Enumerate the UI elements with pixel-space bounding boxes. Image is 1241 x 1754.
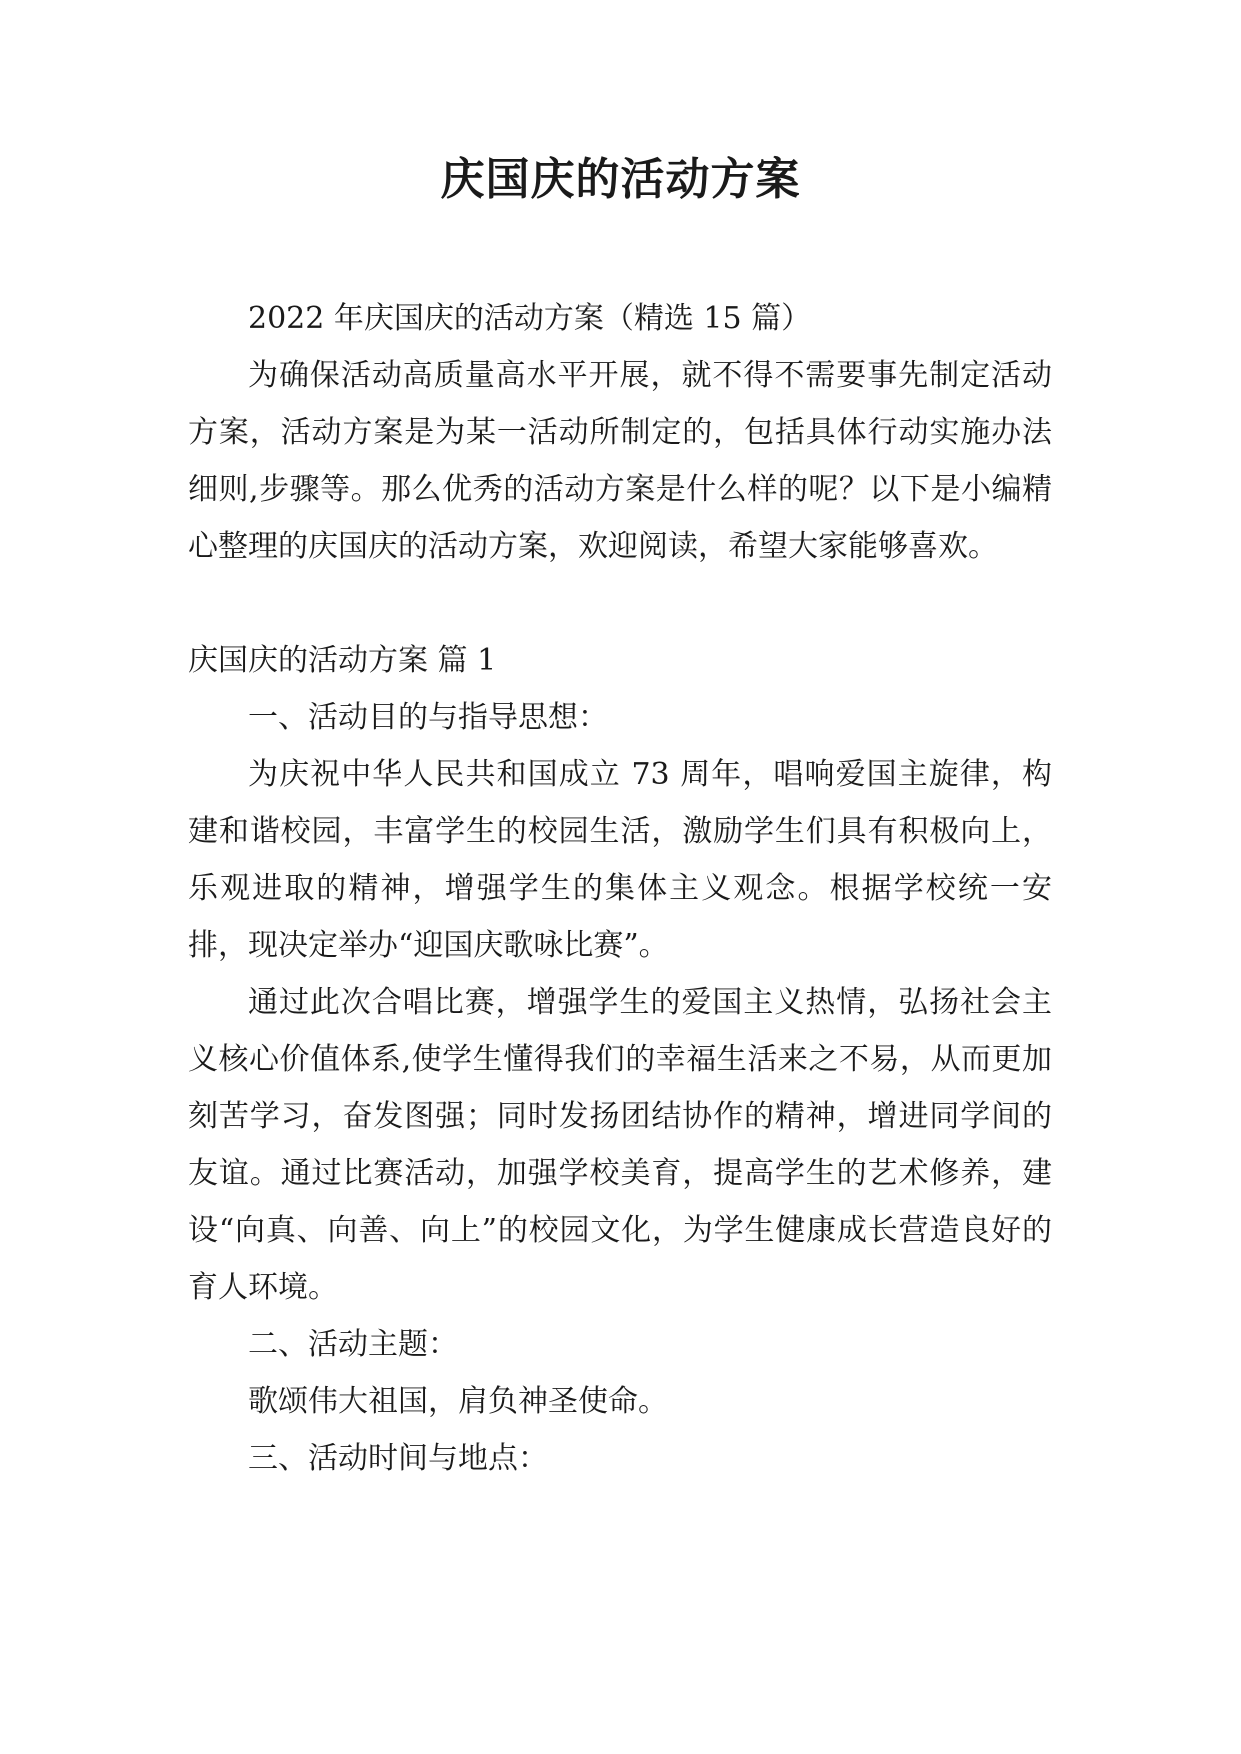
- document-body: [188, 290, 1052, 1487]
- document-subtitle: 2022 年庆国庆的活动方案（精选 15 篇）: [248, 301, 812, 336]
- intro-paragraph: 为确保活动高质量高水平开展，就不得不需要事先制定活动方案，活动方案是为某一活动所制定的，包括具体行动实施办法细则,步骤等。那么优秀的活动方案是什么样的呢？以下是小编精心整理的庆国庆的活动方案，欢迎阅读，希望大家能够喜欢。: [188, 358, 1052, 564]
- section-heading: 庆国庆的活动方案 篇 1: [188, 643, 497, 678]
- item2-text: 歌颂伟大祖国，肩负神圣使命。: [248, 1384, 668, 1419]
- item1-heading: 一、活动目的与指导思想：: [248, 700, 608, 735]
- item1-paragraph-2: 通过此次合唱比赛，增强学生的爱国主义热情，弘扬社会主义核心价值体系,使学生懂得我们的幸福生活来之不易，从而更加刻苦学习，奋发图强；同时发扬团结协作的精神，增进同学间的友谊。通过比赛活动，加强学校美育，提高学生的艺术修养，建设“向真、向善、向上”的校园文化，为学生健康成长营造良好的育人环境。: [188, 985, 1052, 1305]
- item3-heading: 三、活动时间与地点：: [248, 1441, 548, 1476]
- section-spacer: [188, 575, 1052, 632]
- item1-paragraph-1: 为庆祝中华人民共和国成立 73 周年，唱响爱国主旋律，构建和谐校园，丰富学生的校园生活，激励学生们具有积极向上，乐观进取的精神，增强学生的集体主义观念。根据学校统一安排，现决定举办“迎国庆歌咏比赛”。: [188, 757, 1052, 963]
- document-title: 庆国庆的活动方案: [440, 154, 801, 205]
- item2-heading: 二、活动主题：: [248, 1327, 458, 1362]
